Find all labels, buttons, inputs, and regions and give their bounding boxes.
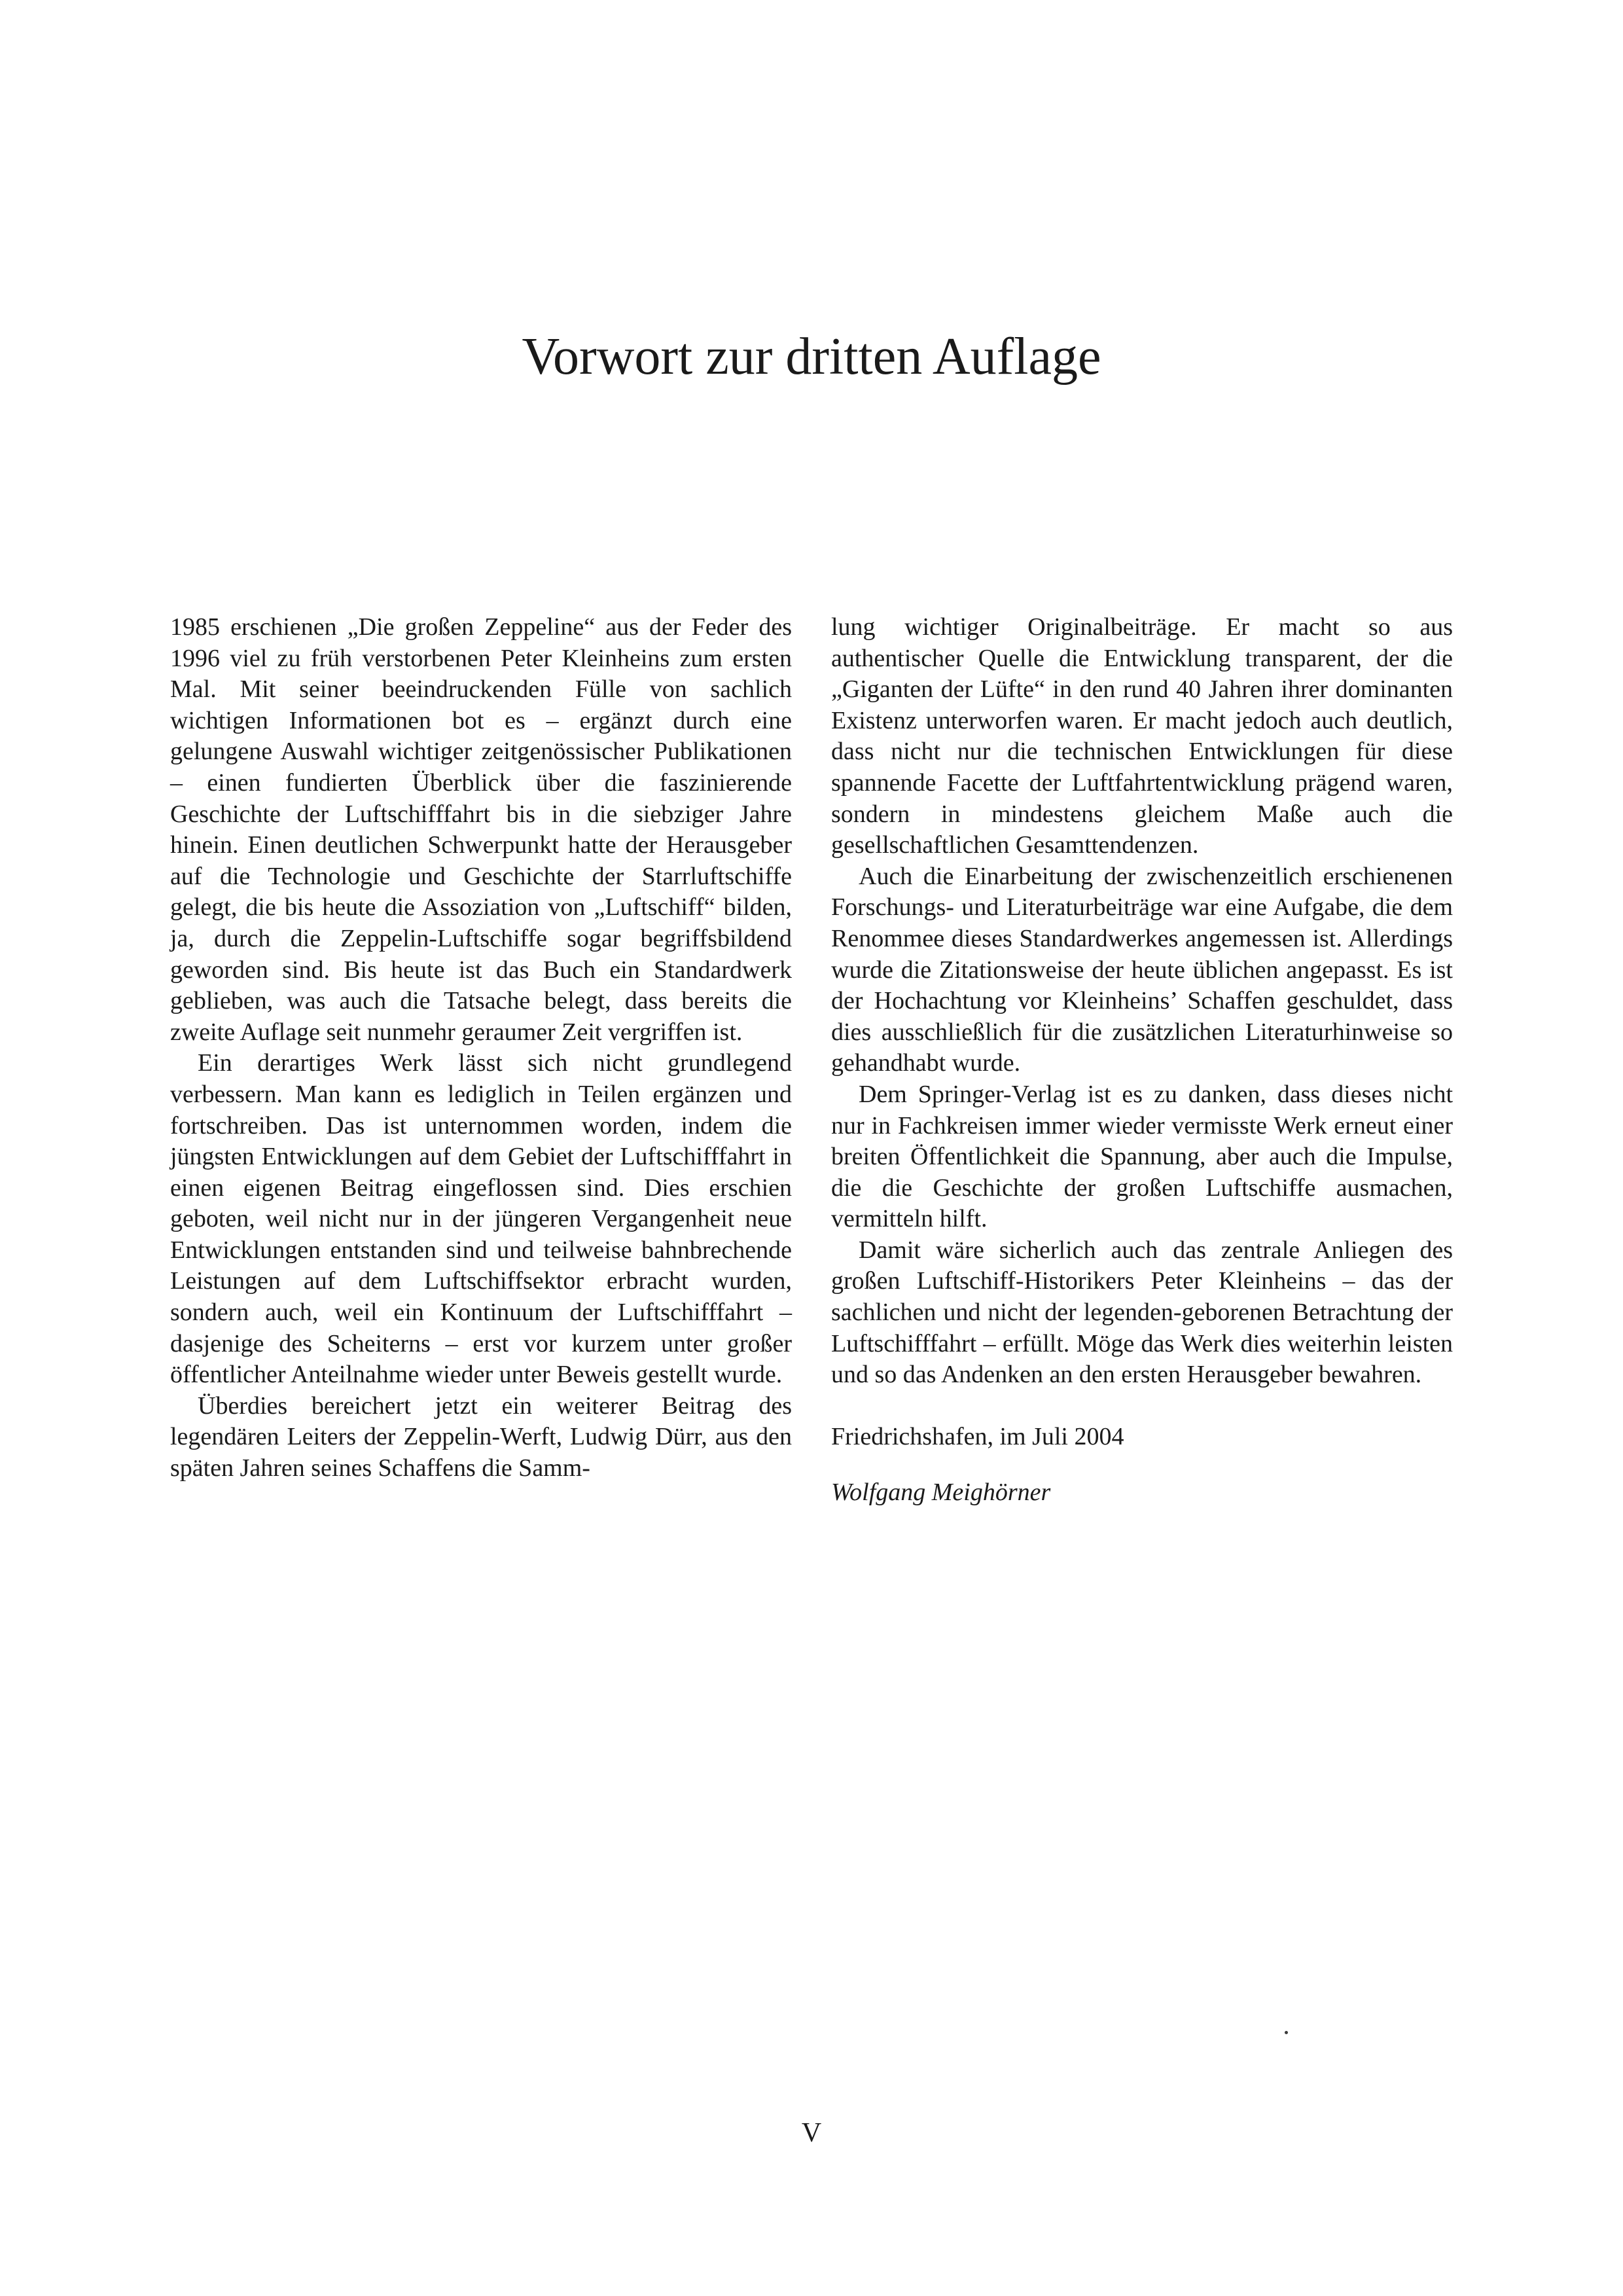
paragraph: Dem Springer-Verlag ist es zu danken, dass dieses nicht nur in Fachkreisen immer wieder vermisste Werk erneut einer breiten Öffentlichkeit die Spannung, aber auch die Impulse, die die Geschichte der großen Luftschiffe ausmachen, vermitteln hilft. bbox=[831, 1080, 1453, 1233]
paragraph: lung wichtiger Originalbeiträge. Er macht so aus authentischer Quelle die Entwicklung transparent, der die „Giganten der Lüfte“ in den rund 40 Jahren ihrer dominanten Existenz unterworfen waren. Er macht jedoch auch deutlich, dass nicht nur die technischen Entwicklungen für diese spannende Facette der Luftfahrtentwicklung prägend waren, sondern in mindestens gleichem Maße auch die gesellschaftlichen Gesamttendenzen. bbox=[831, 613, 1453, 859]
page-title: Vorwort zur dritten Auflage bbox=[522, 328, 1101, 386]
paragraph: 1985 erschienen „Die großen Zeppeline“ aus der Feder des 1996 viel zu früh verstorbenen Peter Kleinheins zum ersten Mal. Mit seiner beeindruckenden Fülle von sachlich wichtigen Informationen bot es – ergänzt durch eine gelungene Auswahl wichtiger zeitgenössischer Publikationen – einen fundierten Überblick über die faszinierende Geschichte der Luftschifffahrt bis in die siebziger Jahre hinein. Einen deutlichen Schwerpunkt hatte der Herausgeber auf die Technologie und Geschichte der Starrluftschiffe gelegt, die bis heute die Assoziation von „Luftschiff“ bilden, ja, durch die Zeppelin-Luftschiffe sogar begriffsbildend geworden sind. Bis heute ist das Buch ein Standardwerk geblieben, was auch die Tatsache belegt, dass bereits die zweite Auflage seit nunmehr geraumer Zeit vergriffen ist. bbox=[170, 613, 792, 1046]
paragraph: Überdies bereichert jetzt ein weiterer Beitrag des legendären Leiters der Zeppelin-Werft, Ludwig Dürr, aus den späten Jahren seines Schaffens die Samm- bbox=[170, 1391, 792, 1482]
place-date: Friedrichshafen, im Juli 2004 bbox=[831, 1422, 1124, 1450]
left-column bbox=[170, 612, 792, 1698]
text-columns bbox=[170, 612, 1453, 1698]
right-column bbox=[831, 612, 1453, 1698]
scan-speck bbox=[1285, 2031, 1288, 2034]
signature: Wolfgang Meighörner bbox=[831, 1479, 1051, 1507]
paragraph: Ein derartiges Werk lässt sich nicht grundlegend verbessern. Man kann es lediglich in Teilen ergänzen und fortschreiben. Das ist unternommen worden, indem die jüngsten Entwicklungen auf dem Gebiet der Luftschifffahrt in einen eigenen Beitrag eingeflossen sind. Dies erschien geboten, weil nicht nur in der jüngeren Vergangenheit neue Entwicklungen entstanden sind und teilweise bahnbrechende Leistungen auf dem Luftschiffsektor erbracht wurden, sondern auch, weil ein Kontinuum der Luftschifffahrt – dasjenige des Scheiterns – erst vor kurzem unter großer öffentlicher Anteilnahme wieder unter Beweis gestellt wurde. bbox=[170, 1049, 792, 1389]
paragraph: Auch die Einarbeitung der zwischenzeitlich erschienenen Forschungs- und Literaturbeiträge war eine Aufgabe, die dem Renommee dieses Standardwerkes angemessen ist. Allerdings wurde die Zitationsweise der heute üblichen angepasst. Es ist der Hochachtung vor Kleinheins’ Schaffen geschuldet, dass dies ausschließlich für die zusätzlichen Literaturhinweise so gehandhabt wurde. bbox=[831, 862, 1453, 1077]
page-number: V bbox=[801, 2118, 822, 2148]
paragraph: Damit wäre sicherlich auch das zentrale Anliegen des großen Luftschiff-Historikers Peter Kleinheins – das der sachlichen und nicht der legenden-geborenen Betrachtung der Luftschifffahrt – erfüllt. Möge das Werk dies weiterhin leisten und so das Andenken an den ersten Herausgeber bewahren. bbox=[831, 1236, 1453, 1389]
